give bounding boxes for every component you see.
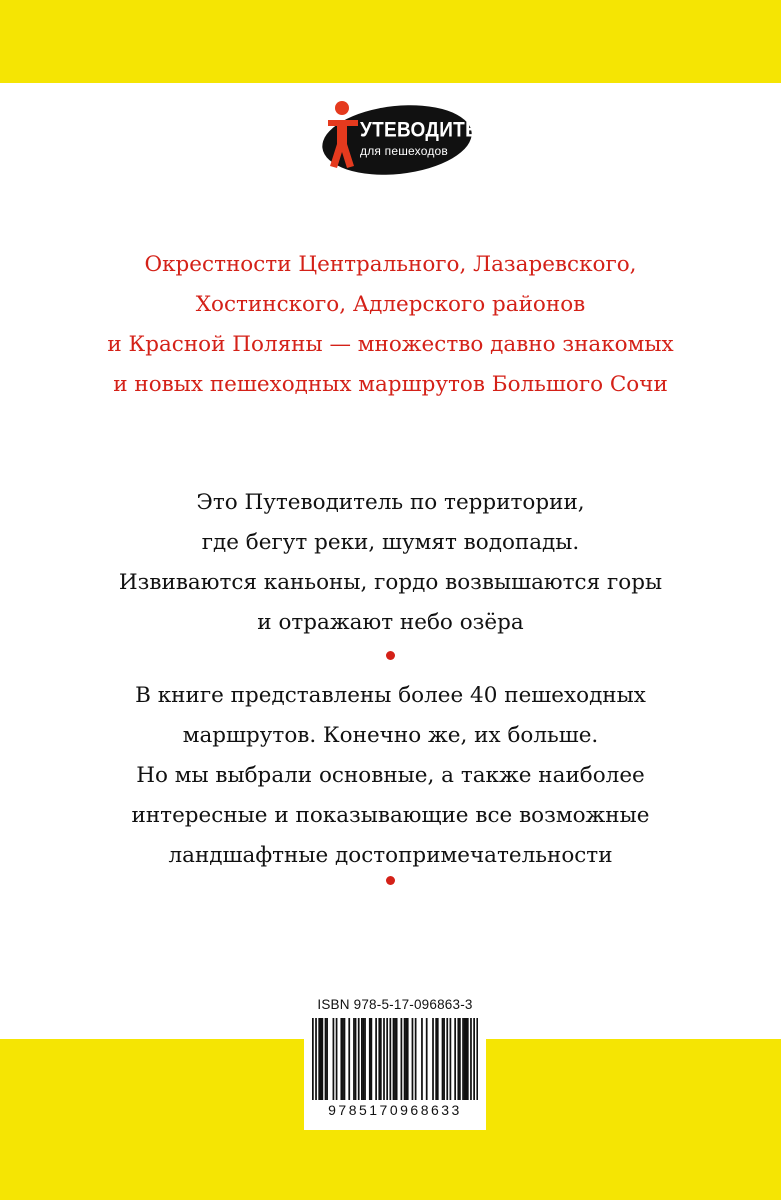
paragraph-1: Это Путеводитель по территории, где бегут реки, шумят водопады. Извиваются каньоны, гордо возвышаются горы и отражают небо озёра: [118, 490, 663, 635]
barcode-bars: [312, 1018, 478, 1100]
paragraph-2: В книге представлены более 40 пешеходных маршрутов. Конечно же, их больше. Но мы выбрали основные, а также наиболее интересные и показывающие все возможные ландшафтные достопримечательности: [131, 683, 650, 868]
separator-dot: [386, 876, 395, 885]
series-logo: [312, 96, 506, 178]
logo-title: УТЕВОДИТЕЛИ: [360, 118, 506, 142]
intro-red-text: Окрестности Центрального, Лазаревского, Хостинского, Адлерского районов и Красной Поляны — множество давно знакомых и новых пешеходных маршрутов Большого Сочи: [107, 252, 674, 397]
barcode-block: [304, 996, 486, 1130]
logo-subtitle: для пешеходов: [360, 144, 448, 158]
isbn-label: ISBN 978-5-17-096863-3: [317, 997, 473, 1012]
barcode-digits: 9785170968633: [328, 1102, 462, 1118]
separator-dot: [386, 651, 395, 660]
